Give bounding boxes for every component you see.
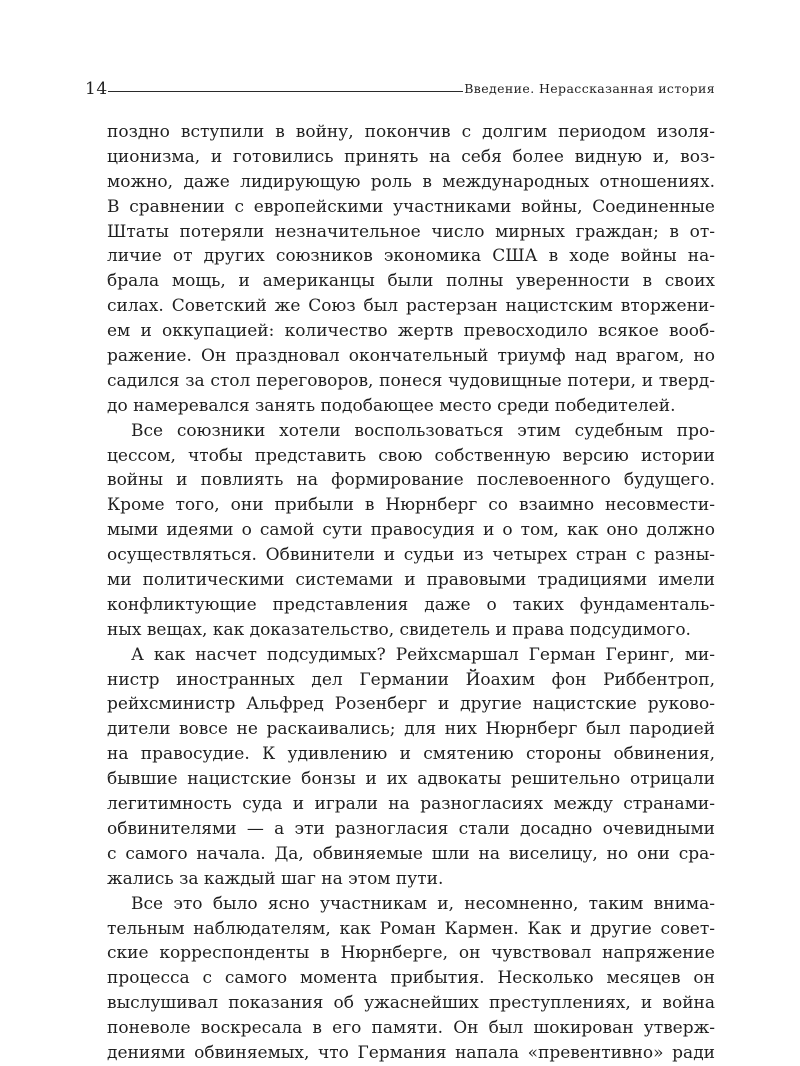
text-line: конфликтующие представления даже о таких фундаменталь- xyxy=(107,594,715,615)
text-line: ционизма, и готовились принять на себя более видную и, воз- xyxy=(107,146,715,167)
text-line: с самого начала. Да, обвиняемые шли на виселицу, но они сра- xyxy=(107,843,715,864)
text-line: дениями обвиняемых, что Германия напала «превентивно» ради xyxy=(107,1042,715,1063)
text-line: Все это было ясно участникам и, несомненно, таким внима- xyxy=(131,893,715,914)
text-line: нистр иностранных дел Германии Йоахим фон Риббентроп, xyxy=(107,669,715,690)
text-line: цессом, чтобы представить свою собственную версию истории xyxy=(107,445,715,466)
text-line: брала мощь, и американцы были полны уверенности в своих xyxy=(107,271,715,292)
text-line: бывшие нацистские бонзы и их адвокаты решительно отрицали xyxy=(107,769,715,790)
section-title: Введение. Нерассказанная история xyxy=(464,81,715,96)
text-line: можно, даже лидирующую роль в международных отношениях. xyxy=(107,171,715,192)
text-line: ных вещах, как доказательство, свидетель и права подсудимого. xyxy=(107,619,691,640)
text-line: обвинителями — а эти разногласия стали досадно очевидными xyxy=(107,818,715,839)
text-line: поневоле воскресала в его памяти. Он был шокирован утверж- xyxy=(107,1018,715,1039)
text-line: жались за каждый шаг на этом пути. xyxy=(107,868,444,889)
text-line: тельным наблюдателям, как Роман Кармен. Как и другие совет- xyxy=(107,918,715,939)
text-line: Кроме того, они прибыли в Нюрнберг со взаимно несовмести- xyxy=(107,495,715,516)
header-rule xyxy=(108,91,463,92)
running-head xyxy=(85,78,715,100)
body-text xyxy=(107,120,715,1066)
text-line: Все союзники хотели воспользоваться этим судебным про- xyxy=(131,420,715,441)
page-number: 14 xyxy=(85,79,108,99)
text-line: выслушивал показания об ужаснейших преступлениях, и война xyxy=(107,993,715,1014)
text-line: до намеревался занять подобающее место среди победителей. xyxy=(107,395,676,416)
text-line: Штаты потеряли незначительное число мирных граждан; в от- xyxy=(107,221,715,242)
text-line: процесса с самого момента прибытия. Несколько месяцев он xyxy=(107,968,715,989)
text-line: В сравнении с европейскими участниками войны, Соединенные xyxy=(107,196,715,217)
text-line: ем и оккупацией: количество жертв превосходило всякое вооб- xyxy=(107,321,715,342)
text-line: личие от других союзников экономика США в ходе войны на- xyxy=(107,246,715,267)
text-line: А как насчет подсудимых? Рейхсмаршал Герман Геринг, ми- xyxy=(131,644,715,665)
text-line: мыми идеями о самой сути правосудия и о том, как оно должно xyxy=(107,520,715,541)
text-line: ми политическими системами и правовыми традициями имели xyxy=(107,570,715,591)
text-line: садился за стол переговоров, понеся чудовищные потери, и тверд- xyxy=(107,370,715,391)
text-line: ские корреспонденты в Нюрнберге, он чувствовал напряжение xyxy=(107,943,715,964)
text-line: ражение. Он праздновал окончательный триумф над врагом, но xyxy=(107,346,715,367)
text-line: дители вовсе не раскаивались; для них Нюрнберг был пародией xyxy=(107,719,715,740)
text-line: поздно вступили в войну, покончив с долгим периодом изоля- xyxy=(107,122,715,142)
text-line: рейхсминистр Альфред Розенберг и другие нацистские руково- xyxy=(107,694,715,715)
text-line: войны и повлиять на формирование послевоенного будущего. xyxy=(107,470,715,491)
text-line: легитимность суда и играли на разногласиях между странами- xyxy=(107,794,715,815)
text-line: на правосудие. К удивлению и смятению стороны обвинения, xyxy=(107,744,715,765)
text-line: осуществляться. Обвинители и судьи из четырех стран с разны- xyxy=(107,545,715,566)
text-line: силах. Советский же Союз был растерзан нацистским вторжени- xyxy=(107,296,715,317)
